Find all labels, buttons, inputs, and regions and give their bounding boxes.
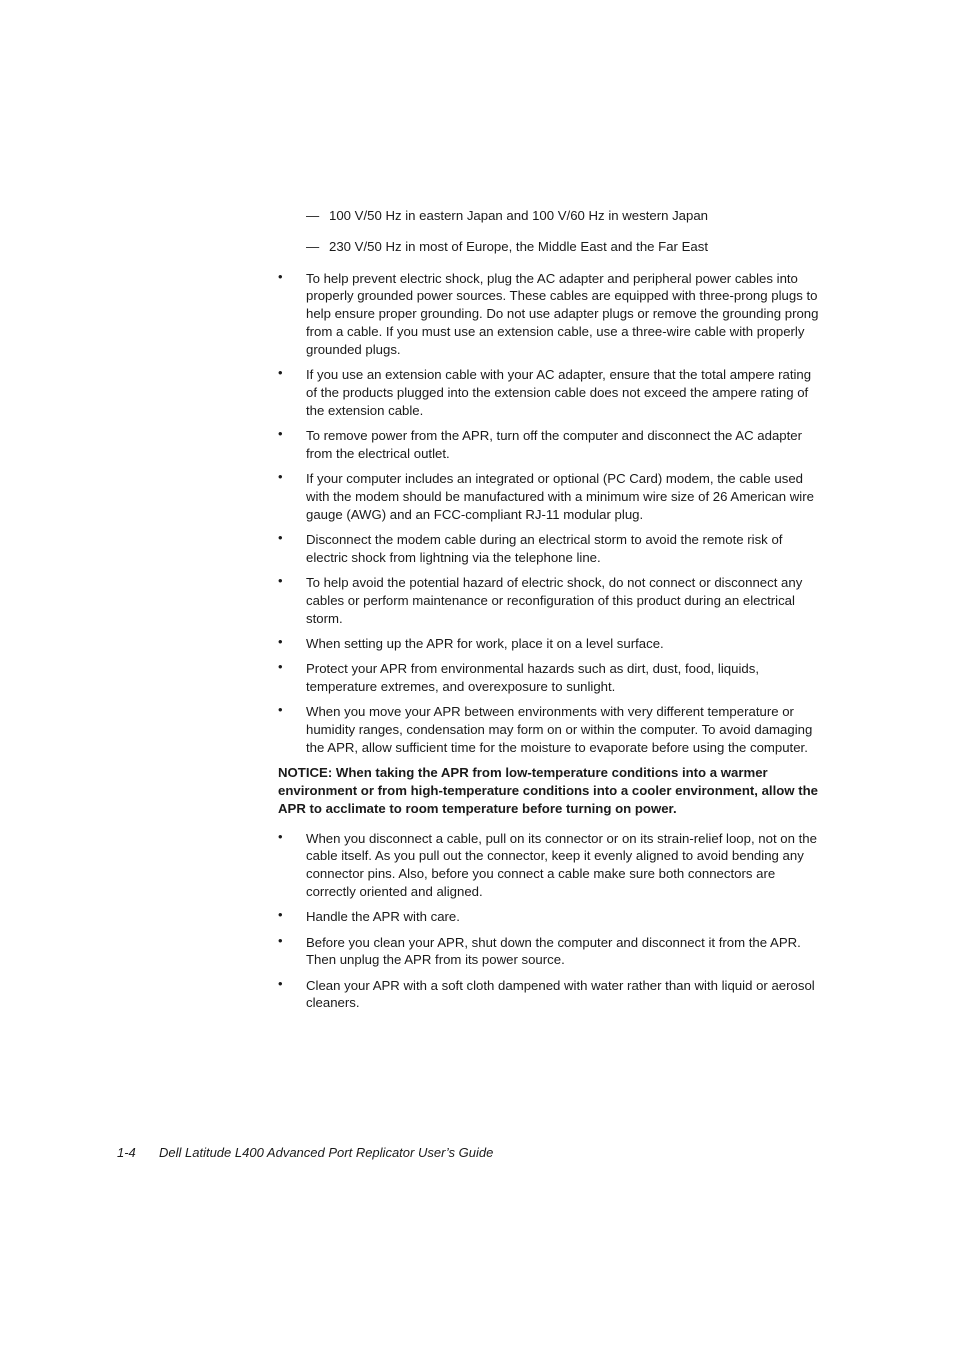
list-item-text: When setting up the APR for work, place it on a level surface. [306,635,664,651]
dash-marker: — [306,239,320,255]
list-item [278,270,824,359]
safety-instructions-list [278,270,824,757]
bullet-marker: • [278,633,283,649]
list-item [278,977,824,1013]
list-item-text: To help prevent electric shock, plug the AC adapter and peripheral power cables into properly grounded power sources. These cables are equipped with three-prong plugs to help ensure proper grounding. Do not use adapter plugs or remove the grounding prong from a cable. If you must use an extension cable, use a three-wire cable with properly grounded plugs. [306,270,819,357]
bullet-marker: • [278,907,283,923]
bullet-marker: • [278,932,283,948]
list-item [278,830,824,901]
bullet-marker: • [278,365,283,381]
list-item [278,660,824,696]
main-content [278,207,824,1020]
bullet-marker: • [278,828,283,844]
list-item-text: Clean your APR with a soft cloth dampened with water rather than with liquid or aerosol cleaners. [306,977,815,1011]
list-item-text: If you use an extension cable with your AC adapter, ensure that the total ampere rating of the products plugged into the extension cable does not exceed the ampere rating of the extension cable. [306,367,812,418]
bullet-marker: • [278,573,283,589]
bullet-marker: • [278,425,283,441]
voltage-item-text: 100 V/50 Hz in eastern Japan and 100 V/60 Hz in western Japan [329,208,709,223]
page-footer [117,1145,493,1160]
bullet-marker: • [278,659,283,675]
list-item-text: If your computer includes an integrated or optional (PC Card) modem, the cable used with the modem should be manufactured with a minimum wire size of 26 American wire gauge (AWG) and an FCC-compliant RJ-11 modular plug. [306,471,814,522]
bullet-marker: • [278,529,283,545]
list-item-text: Protect your APR from environmental hazards such as dirt, dust, food, liquids, temperature extremes, and overexposure to sunlight. [306,661,759,695]
list-item [278,703,824,756]
list-item-text: To help avoid the potential hazard of electric shock, do not connect or disconnect any cables or perform maintenance or reconfiguration of this product during an electrical storm. [306,575,803,626]
list-item [278,470,824,523]
voltage-item-text: 230 V/50 Hz in most of Europe, the Middle East and the Far East [329,239,708,255]
list-item-text: Disconnect the modem cable during an electrical storm to avoid the remote risk of electric shock from lightning via the telephone line. [306,531,783,565]
bullet-marker: • [278,268,283,284]
voltage-item [278,207,824,225]
care-instructions-list [278,830,824,1013]
list-item [278,366,824,419]
list-item-text: When you move your APR between environments with very different temperature or humidity ranges, condensation may form on or within the computer. To avoid damaging the APR, allow sufficient time for the moisture to evaporate before using the computer. [306,704,813,755]
voltage-item [278,238,824,256]
list-item-text: When you disconnect a cable, pull on its connector or on its strain-relief loop, not on the cable itself. As you pull out the connector, keep it evenly aligned to avoid bending any connector pins. Also, before you connect a cable make sure both connectors are correctly oriented and aligned. [306,830,817,899]
bullet-marker: • [278,469,283,485]
page-number: 1-4 [117,1145,136,1160]
list-item [278,934,824,970]
bullet-marker: • [278,702,283,718]
list-item [278,908,824,926]
list-item-text: To remove power from the APR, turn off the computer and disconnect the AC adapter from the electrical outlet. [306,427,803,461]
list-item [278,427,824,463]
list-item-text: Handle the APR with care. [306,909,460,925]
notice-paragraph: NOTICE: When taking the APR from low-temperature conditions into a warmer environment or from high-temperature conditions into a cooler environment, allow the APR to acclimate to room temperature before turning on power. [278,765,819,816]
list-item [278,574,824,627]
document-title: Dell Latitude L400 Advanced Port Replicator User’s Guide [159,1145,494,1160]
list-item-text: Before you clean your APR, shut down the computer and disconnect it from the APR. Then unplug the APR from its power source. [306,934,801,968]
list-item [278,635,824,653]
bullet-marker: • [278,975,283,991]
dash-marker: — [306,208,320,223]
voltage-list [278,207,824,256]
list-item [278,531,824,567]
